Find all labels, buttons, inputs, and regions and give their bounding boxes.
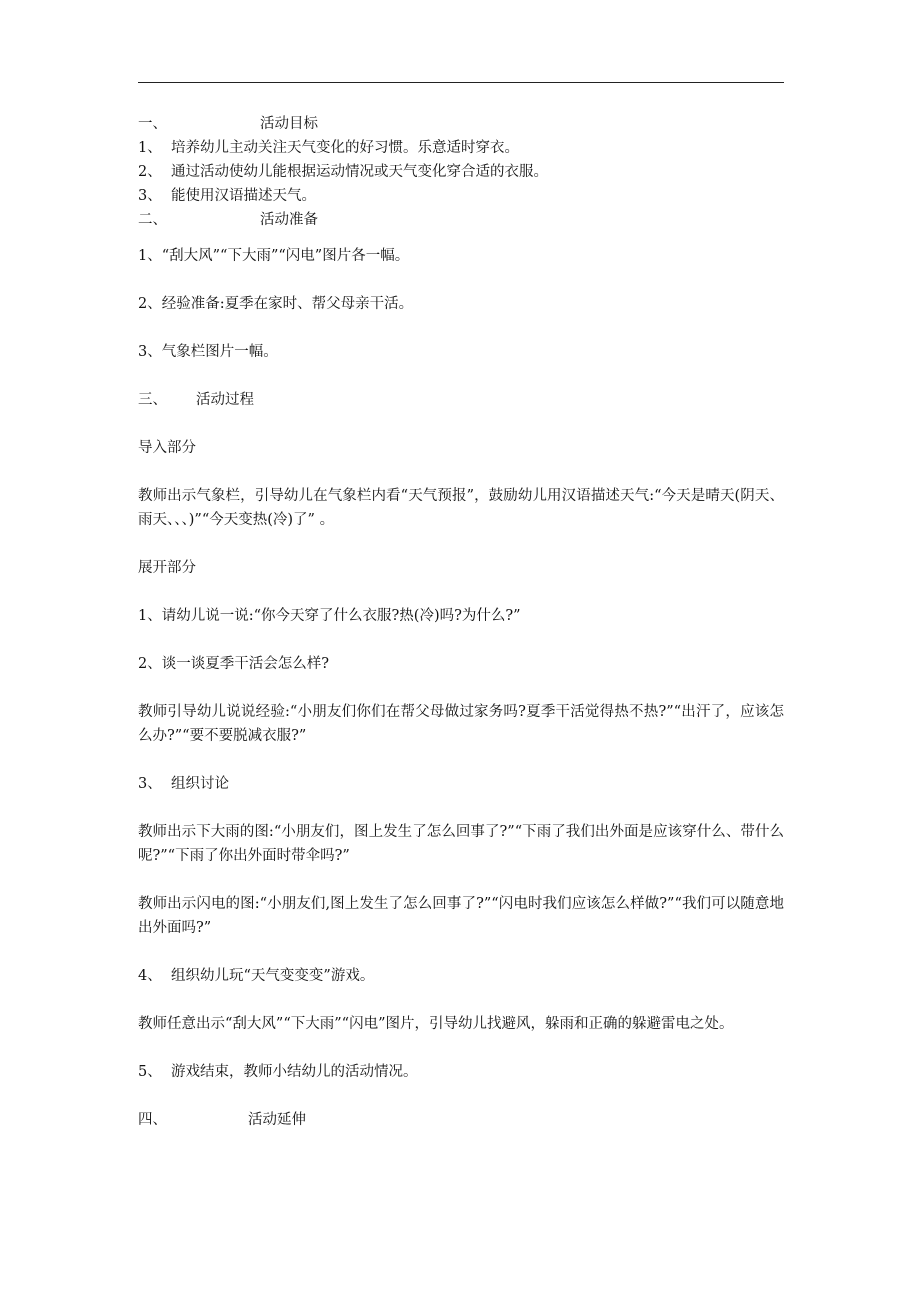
list-item: 1、“刮大风”“下大雨”“闪电”图片各一幅。 xyxy=(138,248,410,264)
paragraph: 教师出示下大雨的图:“小朋友们，图上发生了怎么回事了?”“下雨了我们出外面是应该穿什么、带什么呢?”“下雨了你出外面时带伞吗?” xyxy=(138,824,784,864)
list-item: 3、气象栏图片一幅。 xyxy=(138,344,278,360)
paragraph: 教师出示闪电的图:“小朋友们,图上发生了怎么回事了?”“闪电时我们应该怎么样做?”“我们可以随意地出外面吗?” xyxy=(138,896,784,936)
section-title: 活动目标 xyxy=(260,116,318,132)
paragraph: 教师引导幼儿说说经验:“小朋友们你们在帮父母做过家务吗?夏季干活觉得热不热?”“出汗了，应该怎么办?”“要不要脱减衣服?” xyxy=(138,704,784,744)
list-item: 4、 组织幼儿玩“天气变变变”游戏。 xyxy=(138,968,375,984)
header-rule xyxy=(138,82,784,83)
section-heading xyxy=(138,112,784,136)
section-heading xyxy=(138,208,784,232)
section-heading xyxy=(138,388,784,412)
subheading: 展开部分 xyxy=(138,560,196,576)
list-item: 2、谈一谈夏季干活会怎么样? xyxy=(138,656,329,672)
section-heading xyxy=(138,1108,784,1132)
list-item: 1、请幼儿说一说:“你今天穿了什么衣服?热(冷)吗?为什么?” xyxy=(138,608,521,624)
list-item: 5、 游戏结束，教师小结幼儿的活动情况。 xyxy=(138,1064,418,1080)
section-number: 四、 xyxy=(138,1112,167,1128)
section-title: 活动准备 xyxy=(260,212,318,228)
list-item: 2、经验准备:夏季在家时、帮父母亲干活。 xyxy=(138,296,414,312)
list-item: 1、 培养幼儿主动关注天气变化的好习惯。乐意适时穿衣。 xyxy=(138,140,519,156)
list-item: 3、 能使用汉语描述天气。 xyxy=(138,188,316,204)
subheading: 导入部分 xyxy=(138,440,196,456)
paragraph: 教师任意出示“刮大风”“下大雨”“闪电”图片，引导幼儿找避风，躲雨和正确的躲避雷电之处。 xyxy=(138,1016,734,1032)
paragraph: 教师出示气象栏，引导幼儿在气象栏内看“天气预报”，鼓励幼儿用汉语描述天气:“今天是晴天(阴天、雨天、、、)”“今天变热(冷)了” 。 xyxy=(138,488,784,528)
section-number: 三、 xyxy=(138,392,167,408)
section-number: 二、 xyxy=(138,212,167,228)
section-title: 活动延伸 xyxy=(248,1112,306,1128)
list-item: 2、 通过活动使幼儿能根据运动情况或天气变化穿合适的衣服。 xyxy=(138,164,548,180)
list-item: 3、 组织讨论 xyxy=(138,776,229,792)
document-page xyxy=(138,112,784,1132)
section-title: 活动过程 xyxy=(196,392,254,408)
section-number: 一、 xyxy=(138,116,167,132)
